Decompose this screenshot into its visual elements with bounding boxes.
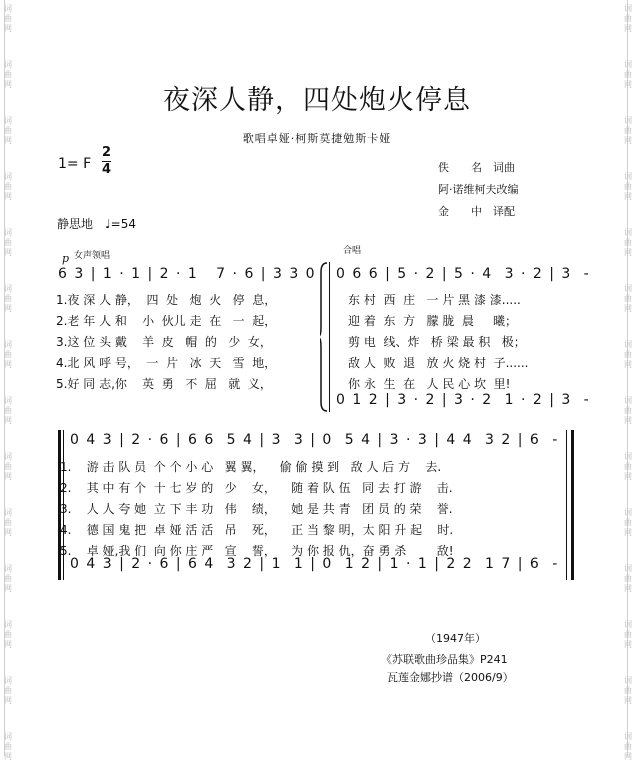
dynamic-marking: p [62,252,70,265]
lyric-line: 剪 电 线、炸 桥 梁 最 积 极； [348,335,526,349]
lyric-line: 东 村 西 庄 一 片 黑 漆 漆..... [348,293,521,307]
credit-translator: 金 中 译配 [438,205,515,218]
lyric-line: 3.这 位 头 戴 羊 皮 帽 的 少 女， [56,335,272,349]
time-signature-top: 2 [102,145,112,160]
key-signature: 1= F [58,156,92,172]
lyric-line: 敌 人 败 退 放 火 烧 村 子...... [348,356,529,370]
watermark-text: 词 曲 网 [4,116,12,145]
lyric-line: 5. 卓 娅,我 们 向 你 庄 严 宣 誓， 为 你 报 仇，奋 勇 杀 敌! [60,544,454,558]
watermark-text: 词 曲 网 [624,284,632,313]
lyric-line: 1. 游 击 队 员 个 个 小 心 翼 翼， 偷 偷 摸 到 敌 人 后 方 去. [60,460,442,474]
lyric-line: 4.北 风 呼 号， 一 片 冰 天 雪 地， [56,356,277,370]
watermark-text: 词 曲 网 [624,620,632,649]
watermark-text: 词 曲 网 [4,4,12,33]
watermark-text: 词 曲 网 [624,452,632,481]
lyric-line: 5.好 同 志,你 英 勇 不 屈 就 义， [56,377,272,391]
lower-voice-line-right: 0 1 2 | 3 · 2 | 3 · 2 1 · 2 | 3 - [336,392,591,408]
melody-line-right: 0 6 6 | 5 · 2 | 5 · 4 3 · 2 | 3 - [336,266,591,282]
lyric-line: 2.老 年 人 和 小 伙儿 走 在 一 起， [56,314,277,328]
tempo-marking: 静思地 ♩=54 [57,217,136,231]
lyric-line: 3. 人 人 夸 她 立 下 丰 功 伟 绩， 她 是 共 青 团 员 的 荣 誉. [60,502,453,516]
repeat-end-thin-bar [566,430,567,580]
time-signature-bottom: 4 [102,162,112,177]
credit-composer: 佚 名 词曲 [438,161,515,174]
watermark-text: 词 曲 网 [624,508,632,537]
annotation-solo: 女声领唱 [74,251,111,261]
melody-line-2: 0 4 3 | 2 · 6 | 6 6 5 4 | 3 3 | 0 5 4 | 3 · 3 | 4 4 3 2 | 6 - [70,432,559,448]
watermark-text: 词 曲 网 [4,284,12,313]
lyric-line: 4. 德 国 鬼 把 卓 娅 活 活 吊 死， 正 当 黎 明，太 阳 升 起 时. [60,523,454,537]
credits [438,157,519,223]
watermark-text: 词 曲 网 [624,340,632,369]
watermark-text: 词 曲 网 [4,676,12,705]
watermark-text: 词 曲 网 [4,508,12,537]
watermark-text: 词 曲 网 [4,620,12,649]
melody-line-left: 6 3 | 1 · 1 | 2 · 1 7 · 6 | 3 3 0 [58,266,317,282]
watermark-text: 词 曲 网 [4,732,12,761]
watermark-text: 词 曲 网 [624,60,632,89]
repeat-end-bar [571,430,574,580]
credit-arranger: 阿·诺维柯夫改编 [438,183,519,196]
footer-source: 《苏联歌曲珍品集》P241 [381,653,508,666]
chorus-brace [320,262,328,412]
watermark-text: 词 曲 网 [4,564,12,593]
watermark-text: 词 曲 网 [624,564,632,593]
watermark-text: 词 曲 网 [624,228,632,257]
watermark-text: 词 曲 网 [4,340,12,369]
footer-transcriber: 瓦莲金娜抄谱（2006/9） [387,671,514,684]
system-divider [329,262,330,412]
footer-year: （1947年） [425,632,486,645]
lyric-line: 1.夜 深 人 静， 四 处 炮 火 停 息， [56,293,277,307]
song-subtitle: 歌唱卓娅·柯斯莫捷勉斯卡娅 [242,132,392,145]
watermark-text: 词 曲 网 [624,676,632,705]
watermark-text: 词 曲 网 [624,116,632,145]
watermark-text: 词 曲 网 [624,396,632,425]
watermark-text: 词 曲 网 [624,172,632,201]
watermark-text: 词 曲 网 [4,172,12,201]
song-title: 夜深人静，四处炮火停息 [163,85,471,116]
watermark-text: 词 曲 网 [4,452,12,481]
watermark-text: 词 曲 网 [624,4,632,33]
watermark-text: 词 曲 网 [4,60,12,89]
lyric-line: 迎 着 东 方 朦 胧 晨 曦； [348,314,518,328]
watermark-text: 词 曲 网 [624,732,632,761]
lyric-line: 你 永 生 在 人 民 心 坎 里! [348,377,511,391]
lower-voice-line-2: 0 4 3 | 2 · 6 | 6 4 3 2 | 1 1 | 0 1 2 | 1 · 1 | 2 2 1 7 | 6 - [70,556,559,572]
annotation-chorus: 合唱 [343,246,362,256]
watermark-text: 词 曲 网 [4,228,12,257]
time-signature [102,146,111,177]
watermark-text: 词 曲 网 [4,396,12,425]
lyric-line: 2. 其 中 有 个 十 七 岁 的 少 女， 随 着 队 伍 同 去 打 游 击. [60,481,453,495]
